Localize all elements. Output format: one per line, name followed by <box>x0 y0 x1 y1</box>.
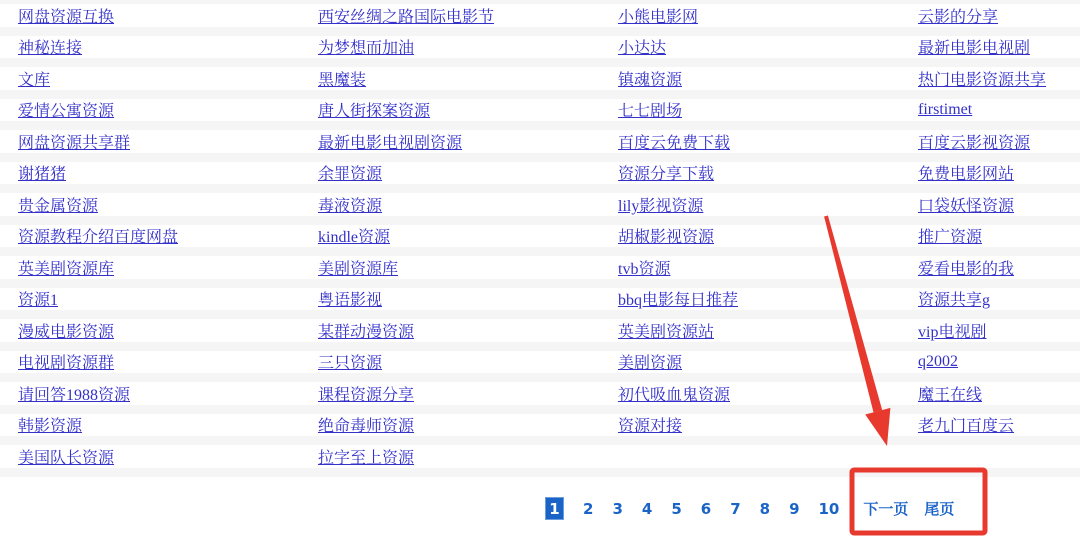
resource-link[interactable]: 云影的分享 <box>918 8 999 26</box>
link-cell <box>318 67 618 90</box>
link-cell <box>318 193 618 216</box>
resource-link[interactable]: 请回答1988资源 <box>18 386 131 404</box>
link-cell <box>318 413 618 436</box>
resource-link[interactable]: lily影视资源 <box>618 197 704 215</box>
resource-link[interactable]: 英美剧资源库 <box>18 260 115 278</box>
resource-link[interactable]: 毒液资源 <box>318 197 383 215</box>
resource-link[interactable]: bbq电影每日推荐 <box>618 292 739 310</box>
resource-link[interactable]: 最新电影电视剧 <box>918 40 1031 58</box>
pagination-page-5[interactable]: 5 <box>671 499 682 518</box>
link-row <box>0 36 1080 68</box>
pagination-page-6[interactable]: 6 <box>700 499 712 518</box>
link-cell <box>318 319 618 342</box>
pagination-page-8[interactable]: 8 <box>759 499 771 518</box>
link-cell <box>18 161 318 184</box>
pagination-bar <box>545 497 954 520</box>
link-cell <box>318 98 618 121</box>
link-cell <box>918 382 1080 405</box>
resource-link[interactable]: 资源1 <box>18 292 59 310</box>
resource-link[interactable]: kindle资源 <box>318 229 390 247</box>
resource-link[interactable]: 胡椒影视资源 <box>618 229 715 247</box>
link-cell <box>618 193 918 216</box>
link-cell <box>318 4 618 27</box>
link-cell <box>918 35 1080 58</box>
link-cell <box>918 413 1080 436</box>
resource-link[interactable]: 美国队长资源 <box>18 449 115 467</box>
link-cell <box>918 67 1080 90</box>
resource-link[interactable]: 三只资源 <box>318 355 383 373</box>
link-cell <box>18 382 318 405</box>
pagination-next-button[interactable]: 下一页 <box>863 500 909 518</box>
resource-link[interactable]: 推广资源 <box>918 229 983 247</box>
resource-link[interactable]: 小熊电影网 <box>618 8 699 26</box>
resource-link[interactable]: 谢猪猪 <box>18 166 67 184</box>
resource-link[interactable]: 韩影资源 <box>18 418 83 436</box>
link-cell <box>918 161 1080 184</box>
link-cell <box>618 4 918 27</box>
link-cell <box>618 35 918 58</box>
pagination-page-2[interactable]: 2 <box>583 499 594 518</box>
link-cell <box>18 445 318 468</box>
link-cell <box>18 67 318 90</box>
link-cell <box>618 319 918 342</box>
link-cell <box>918 101 1080 119</box>
resource-link[interactable]: 美剧资源 <box>618 355 683 373</box>
pagination-last-button[interactable]: 尾页 <box>924 500 955 518</box>
resource-link[interactable]: 爱情公寓资源 <box>18 103 115 121</box>
resource-link[interactable]: 资源教程介绍百度网盘 <box>18 229 179 247</box>
link-row <box>0 288 1080 320</box>
resource-link[interactable]: 免费电影网站 <box>918 166 1015 184</box>
resource-link[interactable]: firstimet <box>918 100 973 118</box>
link-row <box>0 319 1080 351</box>
resource-link[interactable]: 贵金属资源 <box>18 197 99 215</box>
resource-link[interactable]: 课程资源分享 <box>318 386 415 404</box>
resource-link[interactable]: q2002 <box>918 352 958 370</box>
link-cell <box>918 256 1080 279</box>
link-cell <box>618 98 918 121</box>
resource-link[interactable]: 热门电影资源共享 <box>918 71 1047 89</box>
link-cell <box>18 350 318 373</box>
resource-link[interactable]: 初代吸血鬼资源 <box>618 386 731 404</box>
link-cell <box>318 161 618 184</box>
resource-link[interactable]: 神秘连接 <box>18 40 83 58</box>
resource-link[interactable]: 漫威电影资源 <box>18 323 115 341</box>
resource-link[interactable]: 魔王在线 <box>918 386 983 404</box>
resource-link[interactable]: 粤语影视 <box>318 292 383 310</box>
pagination-page-9[interactable]: 9 <box>789 499 800 518</box>
resource-link[interactable]: 电视剧资源群 <box>18 355 115 373</box>
link-cell <box>918 353 1080 371</box>
pagination-page-4[interactable]: 4 <box>641 499 653 518</box>
link-cell <box>18 4 318 27</box>
link-cell <box>18 224 318 247</box>
link-cell <box>318 224 618 247</box>
link-row <box>0 130 1080 162</box>
resource-link[interactable]: 资源共享g <box>918 292 991 310</box>
resource-link[interactable]: 西安丝绸之路国际电影节 <box>318 8 495 26</box>
resource-link[interactable]: 某群动漫资源 <box>318 323 415 341</box>
link-row <box>0 67 1080 99</box>
pagination-current-page: 1 <box>545 497 564 520</box>
link-cell <box>918 193 1080 216</box>
resource-link[interactable]: 美剧资源库 <box>318 260 399 278</box>
link-row <box>0 225 1080 257</box>
link-cell <box>318 35 618 58</box>
link-cell <box>618 413 918 436</box>
resource-link[interactable]: 资源分享下载 <box>618 166 715 184</box>
resource-link[interactable]: 镇魂资源 <box>618 71 683 89</box>
resource-link[interactable]: tvb资源 <box>618 260 671 278</box>
link-cell <box>318 445 618 468</box>
link-cell <box>618 287 918 310</box>
link-row <box>0 414 1080 446</box>
link-cell <box>618 67 918 90</box>
link-cell <box>318 382 618 405</box>
link-cell <box>918 287 1080 310</box>
resource-link[interactable]: 老九门百度云 <box>918 418 1015 436</box>
link-cell <box>618 256 918 279</box>
link-cell <box>618 224 918 247</box>
link-row <box>0 351 1080 383</box>
link-cell <box>618 161 918 184</box>
resource-link[interactable]: 爱看电影的我 <box>918 260 1015 278</box>
link-row <box>0 4 1080 36</box>
link-cell <box>18 319 318 342</box>
resource-link[interactable]: 绝命毒师资源 <box>318 418 415 436</box>
link-row <box>0 162 1080 194</box>
pagination-page-7[interactable]: 7 <box>730 499 741 518</box>
resource-link[interactable]: 最新电影电视剧资源 <box>318 134 463 152</box>
link-row <box>0 256 1080 288</box>
link-cell <box>18 256 318 279</box>
resource-link[interactable]: 余罪资源 <box>318 166 383 184</box>
resource-link[interactable]: vip电视剧 <box>918 323 987 341</box>
link-cell <box>18 35 318 58</box>
resource-link[interactable]: 网盘资源互换 <box>18 8 115 26</box>
resource-link[interactable]: 黑魔装 <box>318 71 367 89</box>
link-cell <box>918 4 1080 27</box>
link-cell <box>18 98 318 121</box>
resource-link[interactable]: 小达达 <box>618 40 667 58</box>
link-cell <box>918 130 1080 153</box>
link-cell <box>18 287 318 310</box>
link-row <box>0 99 1080 131</box>
link-cell <box>918 319 1080 342</box>
pagination-page-3[interactable]: 3 <box>612 499 623 518</box>
link-cell <box>18 193 318 216</box>
link-row <box>0 193 1080 225</box>
link-cell <box>18 130 318 153</box>
link-row <box>0 445 1080 477</box>
link-cell <box>618 350 918 373</box>
link-cell <box>318 256 618 279</box>
resource-link[interactable]: 唐人街探案资源 <box>318 103 431 121</box>
resource-link[interactable]: 英美剧资源站 <box>618 323 715 341</box>
link-cell <box>918 224 1080 247</box>
link-cell <box>18 413 318 436</box>
pagination-page-10[interactable]: 10 <box>818 499 840 518</box>
resource-link[interactable]: 网盘资源共享群 <box>18 134 131 152</box>
link-cell <box>318 287 618 310</box>
resource-link[interactable]: 拉字至上资源 <box>318 449 415 467</box>
link-cell <box>318 350 618 373</box>
resource-link[interactable]: 百度云影视资源 <box>918 134 1031 152</box>
link-cell <box>618 382 918 405</box>
resource-link[interactable]: 七七剧场 <box>618 103 683 121</box>
link-row <box>0 382 1080 414</box>
link-cell <box>318 130 618 153</box>
link-grid <box>0 4 1080 477</box>
resource-link[interactable]: 百度云免费下载 <box>618 134 731 152</box>
link-cell <box>618 130 918 153</box>
resource-link[interactable]: 为梦想而加油 <box>318 40 415 58</box>
resource-link[interactable]: 资源对接 <box>618 418 683 436</box>
resource-link[interactable]: 文库 <box>18 71 51 89</box>
resource-link[interactable]: 口袋妖怪资源 <box>918 197 1015 215</box>
